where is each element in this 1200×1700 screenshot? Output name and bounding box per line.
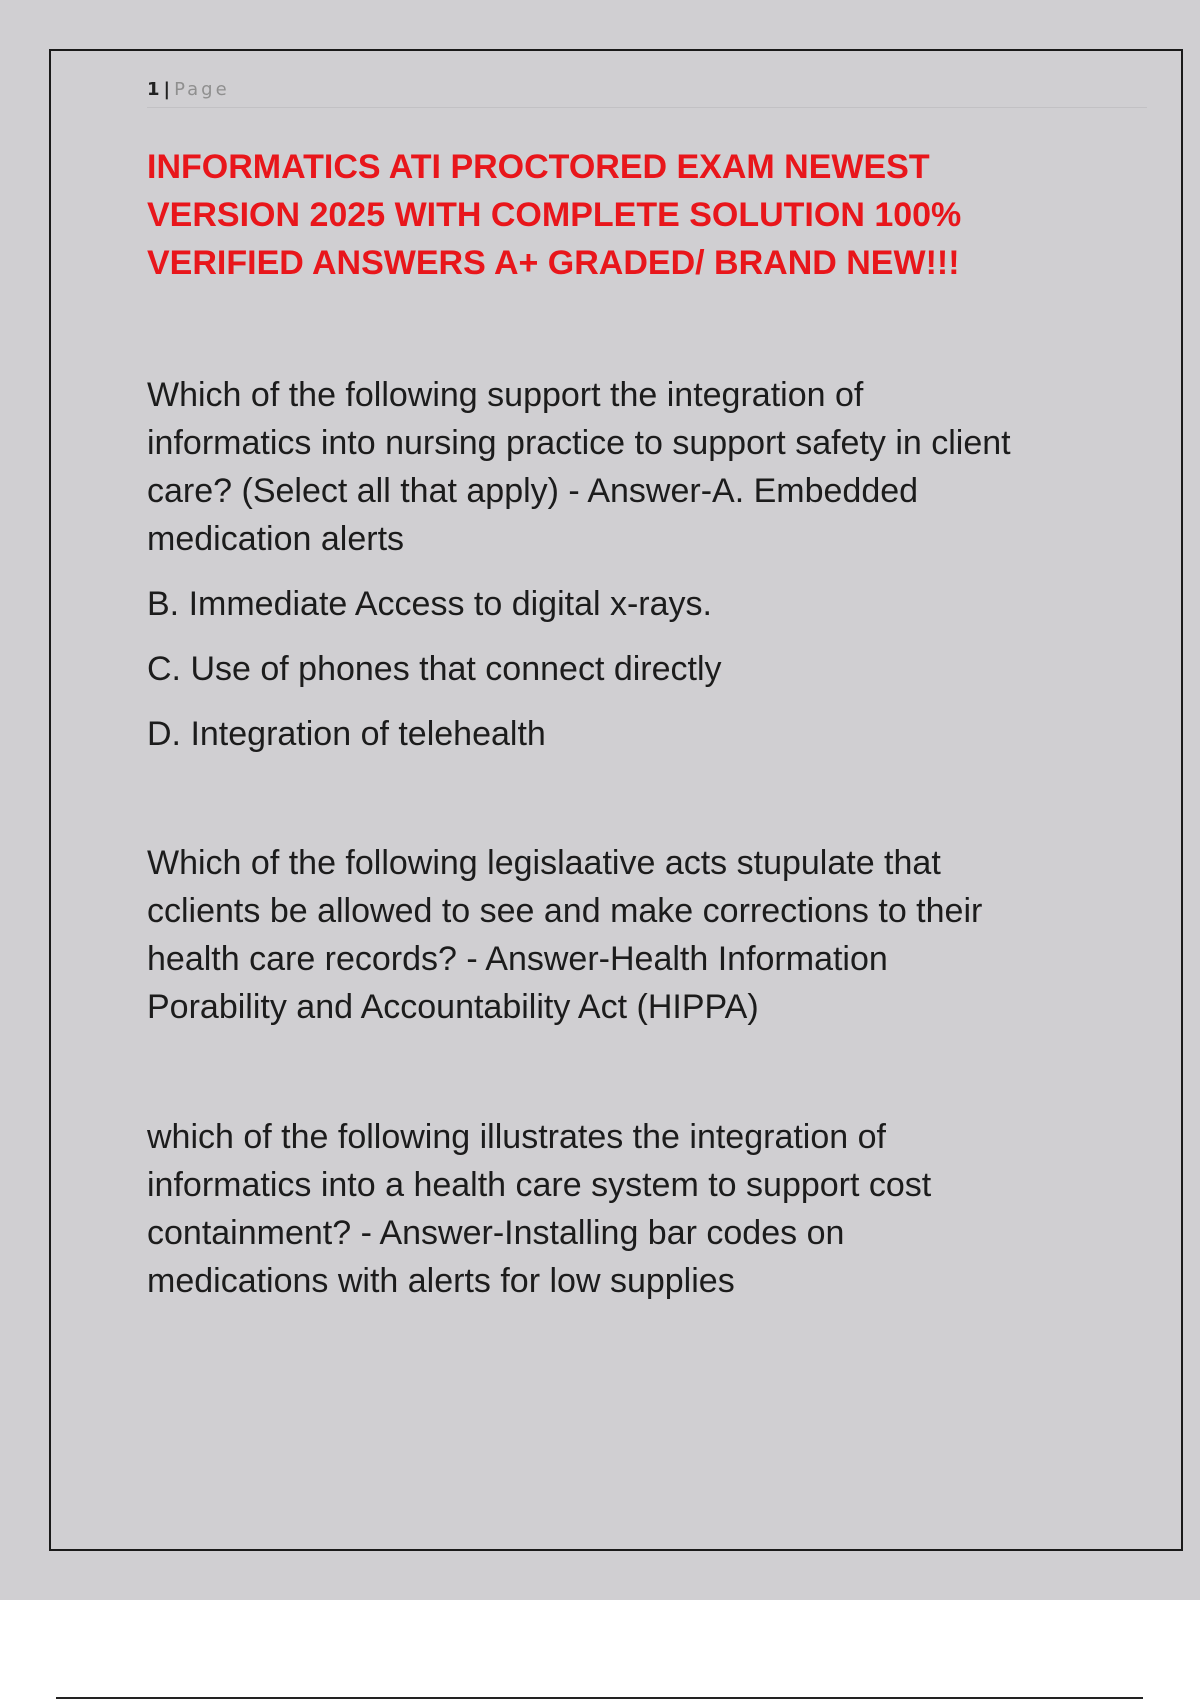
question-text-line: Which of the following support the integration of bbox=[147, 376, 864, 414]
question-text-line: containment? - Answer-Installing bar codes on bbox=[147, 1214, 845, 1252]
question-text-line: informatics into nursing practice to support safety in client bbox=[147, 424, 1011, 462]
title-line: INFORMATICS ATI PROCTORED EXAM NEWEST bbox=[147, 148, 930, 186]
question-block-3 bbox=[147, 1113, 1127, 1305]
page-separator: | bbox=[163, 79, 171, 100]
question-text-line: which of the following illustrates the integration of bbox=[147, 1118, 886, 1156]
answer-option-c: C. Use of phones that connect directly bbox=[147, 650, 722, 688]
document-page bbox=[49, 49, 1183, 1551]
question-text-line: cclients be allowed to see and make corrections to their bbox=[147, 892, 983, 930]
question-block-1 bbox=[147, 371, 1127, 758]
title-line: VERIFIED ANSWERS A+ GRADED/ BRAND NEW!!! bbox=[147, 244, 960, 282]
answer-option-b: B. Immediate Access to digital x-rays. bbox=[147, 585, 712, 623]
question-text-line: medication alerts bbox=[147, 520, 405, 558]
question-text-line: health care records? - Answer-Health Information bbox=[147, 940, 888, 978]
document-title bbox=[147, 143, 1097, 287]
question-text-line: Porability and Accountability Act (HIPPA) bbox=[147, 988, 759, 1026]
title-line: VERSION 2025 WITH COMPLETE SOLUTION 100% bbox=[147, 196, 962, 234]
question-text-line: informatics into a health care system to support cost bbox=[147, 1166, 932, 1204]
page-header bbox=[147, 79, 1147, 108]
question-block-2 bbox=[147, 839, 1127, 1031]
bottom-divider bbox=[56, 1697, 1143, 1699]
answer-option-d: D. Integration of telehealth bbox=[147, 715, 546, 753]
question-text-line: care? (Select all that apply) - Answer-A. Embedded bbox=[147, 472, 919, 510]
page-number: 1 bbox=[147, 79, 160, 100]
question-text-line: medications with alerts for low supplies bbox=[147, 1262, 735, 1300]
page-label: Page bbox=[174, 79, 230, 100]
question-text-line: Which of the following legislaative acts stupulate that bbox=[147, 844, 941, 882]
